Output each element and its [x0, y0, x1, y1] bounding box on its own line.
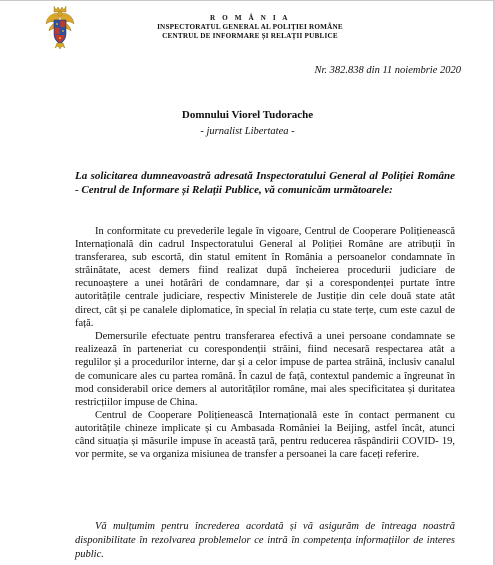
- letter-body: [75, 225, 455, 461]
- page-top-edge: [0, 0, 495, 1]
- body-paragraph-2: Demersurile efectuate pentru transferarea efectivă a unei persoane condamnate se realizează în parteneriat cu corespondenții străini, fiind necesară respectarea atât a regulilor și a procedurilor interne, dar și a celor impuse de partea străină, inclusiv canalul de comunicare ales cu partea română. În cazul de față, contextul pandemic a îngreunat în mod considerabil orice demers al autorităților române, mai ales specificitatea și duritatea restricțiilor impuse de China.: [75, 331, 455, 408]
- romanian-coat-of-arms-icon: [45, 4, 75, 50]
- header-country: R O M Â N I A: [209, 14, 291, 22]
- document-reference: Nr. 382.838 din 11 noiembrie 2020: [314, 65, 461, 76]
- intro-paragraph: La solicitarea dumneavoastră adresată Inspectoratului General al Poliției Române - Centrul de Informare și Relații Publice, vă comunicăm următoarele:: [75, 170, 455, 196]
- body-paragraph-1: In conformitate cu prevederile legale în vigoare, Centrul de Cooperare Polițienească Internațională din cadrul Inspectoratului General al Poliției Române are atribuții în transferarea, sub escortă, din statul emitent în România a persoanelor condamnate în străinătate, acest demers fiind realizat după încheierea procedurii judiciare de recunoaștere a unei hotărâri de condamnare, dar și a corespondenței purtate între autoritățile centrale judiciare, respectiv Ministerele de Justiție din cele două state atât direct, cât și pe canalele diplomatice, în special în relația cu state terțe, cum este cazul de față.: [75, 226, 455, 329]
- addressee-role: - jurnalist Libertatea -: [200, 126, 295, 137]
- body-paragraph-3: Centrul de Cooperare Polițienească Internațională este în contact permanent cu autoritățile chineze implicate și cu Ambasada României la Beijing, astfel încât, atunci când situația și măsurile impuse în această țară, pentru reducerea răspândirii COVID- 19, vor permite, se va organiza misiunea de transfer a persoanei la care faceți referire.: [75, 409, 455, 461]
- closing-paragraph: Vă mulțumim pentru încrederea acordată și vă asigurăm de întreaga noastră disponibilitate în rezolvarea problemelor ce intră în competența informațiilor de interes public.: [75, 521, 455, 560]
- header-department: CENTRUL DE INFORMARE ȘI RELAȚII PUBLICE: [162, 32, 338, 40]
- header-institution: INSPECTORATUL GENERAL AL POLIȚIEI ROMÂNE: [157, 23, 343, 31]
- addressee-name: Domnului Viorel Tudorache: [181, 109, 314, 121]
